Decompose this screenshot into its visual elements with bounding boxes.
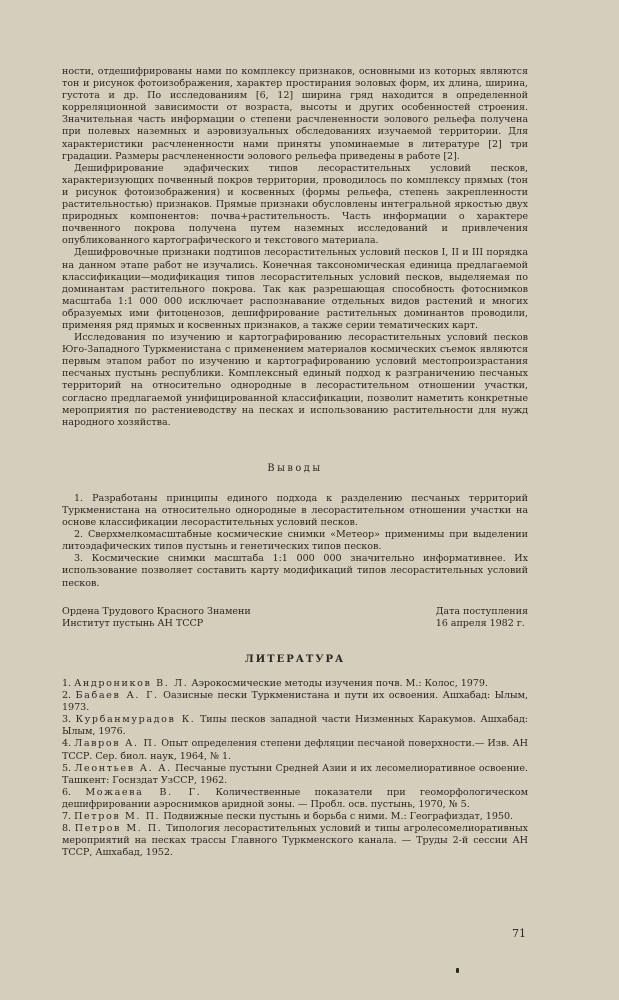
reference-item: 6. Можаева В. Г. Количественные показатели при геоморфологическом дешифрировании аэроснимков аридной зоны. — Пробл. осв. пустынь, 1970, № 5.	[62, 786, 528, 810]
received-value: 16 апреля 1982 г.	[435, 617, 525, 629]
body-paragraph-1: ности, отдешифрированы нами по комплексу признаков, основными из которых являются тон и рисунок фотоизображения, характер простирания эоловых форм, их длина, ширина, густота и др. По исследованиям [6, 12] ширина гряд находится в определенной корреляционной зависимости от возраста, высоты и других особенностей строения. Значительная часть информации о степени расчлененности эолового рельефа получена при полевых наземных и аэровизуальных обследованиях изучаемой территории. Для характеристики расчлененности нами приняты упоминаемые в литературе [2] три градации. Размеры расчлененности эолового рельефа приведены в работе [2].	[62, 66, 528, 162]
reference-item: 1. Андроников В. Л. Аэрокосмические методы изучения почв. М.: Колос, 1979.	[62, 677, 488, 689]
reference-item: 5. Леонтьев А. А. Песчаные пустыни Средней Азии и их лесомелиоративное освоение. Ташкент: Госнздат УзССР, 1962.	[62, 762, 529, 786]
body-paragraph-3: Дешифровочные признаки подтипов лесорастительных условий песков I, II и III порядка на данном этапе работ не изучались. Конечная таксономическая единица предлагаемой классификации—модификация типов лесорастительных условий песков, выделяемая по доминантам растительного покрова. Так как разрешающая способность фотоснимков масштаба 1:1 000 000 исключает распознавание отдельных видов растений и многих образуемых ими фитоценозов, дешифрирование растительных доминантов проводили, применяя ряд прямых и косвенных признаков, а также серии тематических карт.	[62, 247, 528, 331]
institution-line-1: Ордена Трудового Красного Знамени	[62, 605, 251, 617]
institution-line-2: Институт пустынь АН ТССР	[62, 617, 204, 629]
page-number: 71	[512, 927, 526, 940]
body-paragraph-2: Дешифрирование эдафических типов лесорастительных условий песков, характеризующих почвенный покров территории, проводилось по комплексу прямых (тон и рисунок фотоизображения) и косвенных (формы рельефа, степень закрепленности растительностью) признаков. Прямые признаки обусловлены интегральной яркостью двух природных компонентов: почва+растительность. Часть информации о характере почвенного покрова получена путем наземных исследований и привлечения опубликованного картографического и текстового материала.	[62, 162, 528, 247]
received-date	[436, 606, 528, 630]
received-label: Дата поступления	[435, 605, 528, 617]
affiliation-block	[62, 606, 528, 630]
conclusion-item-3: 3. Космические снимки масштаба 1:1 000 000 значительно информативнее. Их использование позволяет составить карту модификаций типов лесорастительных условий песков.	[62, 553, 528, 589]
reference-item: 4. Лавров А. П. Опыт определения степени дефляции песчаной поверхности.— Изв. АН ТССР. Сер. биол. наук, 1964, № 1.	[62, 738, 528, 762]
conclusion-item-1: 1. Разработаны принципы единого подхода к разделению песчаных территорий Туркменистана на относительно однородные в лесорастительном отношении участки на основе классификации лесорастительных условий песков.	[62, 492, 528, 529]
reference-item: 3. Курбанмурадов К. Типы песков западной части Низменных Каракумов. Ашхабад: Ылым, 1976.	[62, 714, 528, 738]
conclusions-heading: Выводы	[267, 462, 323, 474]
body-paragraph-4: Исследования по изучению и картографированию лесорастительных условий песков Юго-Западного Туркменистана с применением материалов космических съемок являются первым этапом работ по изучению и картографированию условий местопроизрастания песчаных пустынь республики. Комплексный единый подход к разграничению песчаных территорий на относительно однородные в лесорастительном отношении участки, согласно предлагаемой унифицированной классификации, позволит наметить конкретные мероприятия по растениеводству на песках и использованию растительности для нужд народного хозяйства.	[62, 332, 528, 428]
institution	[62, 606, 251, 630]
ink-speck	[456, 968, 459, 973]
conclusion-item-2: 2. Сверхмелкомасштабные космические снимки «Метеор» применимы при выделении литоэдафических типов пустынь и генетических типов песков.	[62, 529, 528, 553]
reference-item: 8. Петров М. П. Типология лесорастительных условий и типы агролесомелиоративных мероприятий на песках трассы Главного Туркменского канала. — Труды 2-й сессии АН ТССР, Ашхабад, 1952.	[62, 823, 529, 859]
reference-item: 2. Бабаев А. Г. Оазисные пески Туркменистана и пути их освоения. Ашхабад: Ылым, 1973.	[62, 690, 529, 714]
reference-item: 7. Петров М. П. Подвижные пески пустынь и борьба с ними. М.: Географиздат, 1950.	[62, 810, 514, 822]
literature-heading: ЛИТЕРАТУРА	[244, 653, 346, 665]
text-column	[62, 66, 528, 859]
